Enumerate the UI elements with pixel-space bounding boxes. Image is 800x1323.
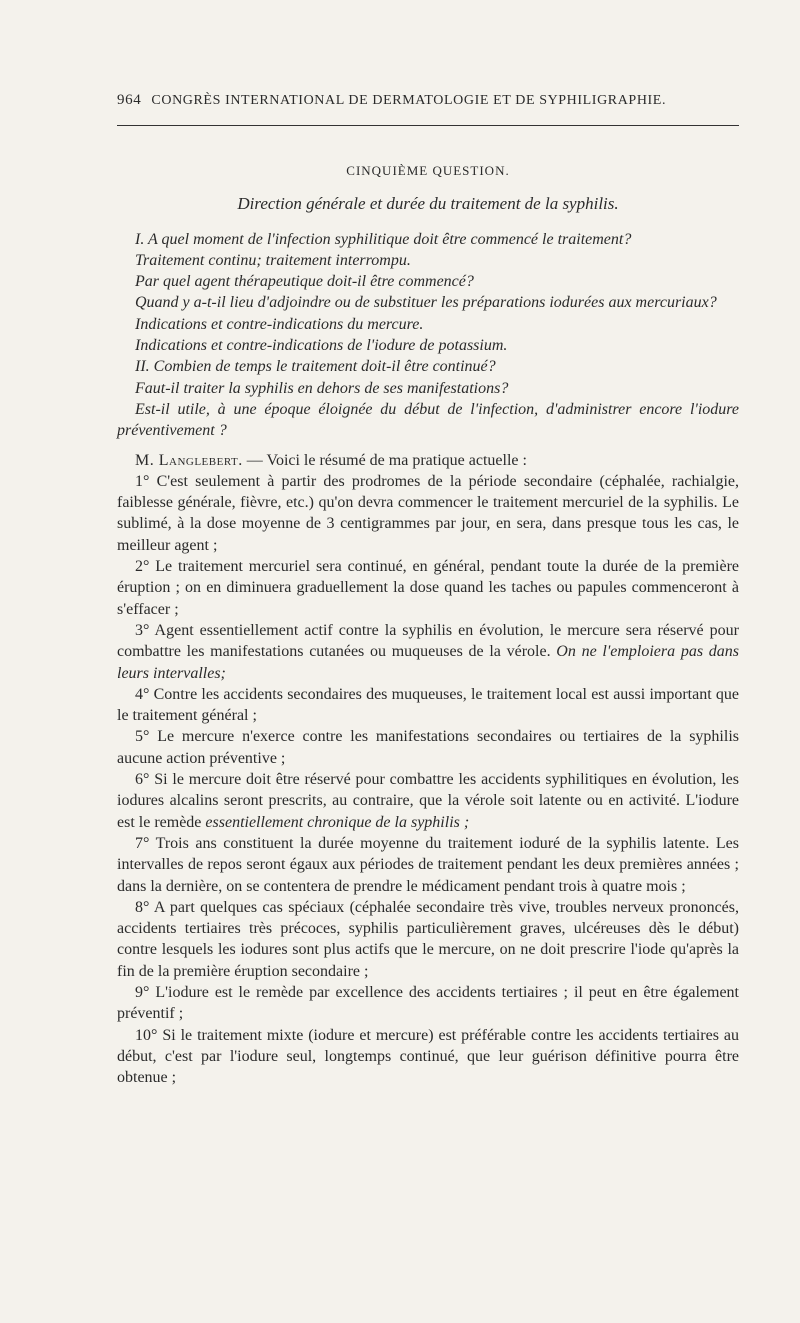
page-body (117, 160, 739, 1088)
question-line: II. Combien de temps le traitement doit-il être continué? (135, 358, 496, 376)
page-number: 964 (117, 92, 142, 108)
point-3-italic: On ne l'emploiera pas dans leurs intervalles; (117, 643, 740, 682)
speaker-text: — Voici le résumé de ma pratique actuelle : (242, 451, 527, 469)
question-line: Indications et contre-indications de l'iodure de potassium. (135, 337, 508, 355)
point-2: 2° Le traitement mercuriel sera continué, en général, pendant toute la durée de la première éruption ; on en diminuera graduellement la dose quand les taches ou papules commenceront à s'effacer ; (117, 558, 739, 618)
question-list (117, 229, 739, 442)
point-6 (117, 769, 739, 833)
speaker-intro (117, 450, 739, 471)
point-4: 4° Contre les accidents secondaires des muqueuses, le traitement local est aussi important que le traitement général ; (117, 685, 739, 725)
question-line: Faut-il traiter la syphilis en dehors de ses manifestations? (135, 379, 509, 397)
point-3 (117, 620, 739, 684)
question-line: Quand y a-t-il lieu d'adjoindre ou de substituer les préparations iodurées aux mercuriaux? (135, 294, 717, 312)
header-rule (117, 125, 739, 126)
section-subtitle: Direction générale et durée du traitement de la syphilis. (237, 194, 619, 214)
point-7: 7° Trois ans constituent la durée moyenne du traitement ioduré de la syphilis latente. Les intervalles de repos seront égaux aux périodes de traitement pendant les deux premières années ; dans la dernière, on se contentera de prendre le médicament pendant trois à quatre mois ; (117, 834, 739, 895)
point-3-text: 3° Agent essentiellement actif contre la syphilis en évolution, le mercure sera réservé pour combattre les manifestations cutanées ou muqueuses de la vérole. (117, 621, 739, 661)
point-9: 9° L'iodure est le remède par excellence des accidents tertiaires ; il peut en être également préventif ; (117, 983, 739, 1023)
question-line: Indications et contre-indications du mercure. (135, 315, 424, 333)
question-line: Traitement continu; traitement interrompu. (135, 251, 411, 269)
running-header (117, 92, 739, 109)
question-line: Par quel agent thérapeutique doit-il être commencé? (135, 273, 474, 291)
point-10: 10° Si le traitement mixte (iodure et mercure) est préférable contre les accidents tertiaires au début, c'est par l'iodure seul, longtemps continué, que leur guérison définitive pourra être obtenue ; (117, 1026, 739, 1087)
point-6-text: 6° Si le mercure doit être réservé pour combattre les accidents syphilitiques en évolution, les iodures alcalins seront prescrits, au contraire, que la vérole soit latente ou en activité. L'iodure est le remède (117, 771, 739, 831)
speaker-name: M. Langlebert. (135, 451, 243, 469)
point-6-italic: essentiellement chronique de la syphilis ; (205, 813, 470, 831)
running-title: CONGRÈS INTERNATIONAL DE DERMATOLOGIE ET DE SYPHILIGRAPHIE. (151, 93, 667, 108)
question-line: Est-il utile, à une époque éloignée du début de l'infection, d'administrer encore l'iodure préventivement ? (117, 400, 739, 440)
question-line: I. A quel moment de l'infection syphilitique doit être commencé le traitement? (135, 230, 632, 248)
point-5: 5° Le mercure n'exerce contre les manifestations secondaires ou tertiaires de la syphilis aucune action préventive ; (117, 728, 739, 767)
point-8: 8° A part quelques cas spéciaux (céphalée secondaire très vive, troubles nerveux prononcés, accidents tertiaires très précoces, syphilis particulièrement graves, ulcéreuses dès le début) contre lesquels les iodures sont plus actifs que le mercure, on ne doit prescrire l'iode qu'après la fin de la première éruption secondaire ; (117, 898, 739, 980)
point-1: 1° C'est seulement à partir des prodromes de la période secondaire (céphalée, rachialgie, faiblesse générale, fièvre, etc.) qu'on devra commencer le traitement mercuriel de la syphilis. Le sublimé, à la dose moyenne de 3 centigrammes par jour, en sera, dans presque tous les cas, le meilleur agent ; (117, 472, 739, 554)
question-title: CINQUIÈME QUESTION. (346, 163, 510, 178)
